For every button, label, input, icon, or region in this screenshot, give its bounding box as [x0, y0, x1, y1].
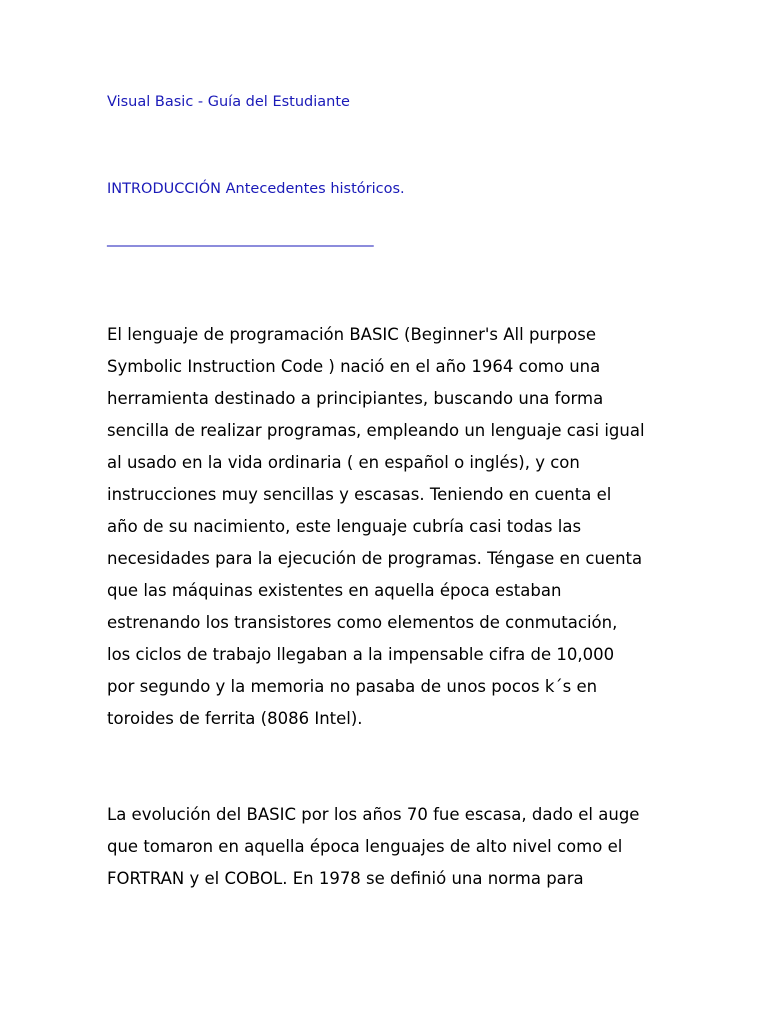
- paragraph-line: sencilla de realizar programas, empleando un lenguaje casi igual: [107, 421, 645, 440]
- paragraph-line: herramienta destinado a principiantes, buscando una forma: [107, 389, 604, 408]
- paragraph-line: por segundo y la memoria no pasaba de unos pocos k´s en: [107, 677, 598, 696]
- paragraph-line: toroides de ferrita (8086 Intel).: [107, 709, 363, 728]
- paragraph-line: que las máquinas existentes en aquella época estaban: [107, 581, 562, 600]
- document-title: Visual Basic - Guía del Estudiante: [107, 94, 350, 110]
- paragraph-line: La evolución del BASIC por los años 70 fue escasa, dado el auge: [107, 805, 640, 824]
- paragraph-line: Symbolic Instruction Code ) nació en el año 1964 como una: [107, 357, 601, 376]
- paragraph-line: FORTRAN y el COBOL. En 1978 se definió una norma para: [107, 869, 584, 888]
- paragraph-line: necesidades para la ejecución de programas. Téngase en cuenta: [107, 549, 643, 568]
- separator-line: ________________________________________: [107, 231, 374, 247]
- paragraph-2: [107, 799, 667, 895]
- section-heading: INTRODUCCIÓN Antecedentes históricos.: [107, 181, 405, 197]
- paragraph-line: al usado en la vida ordinaria ( en español o inglés), y con: [107, 453, 580, 472]
- paragraph-line: El lenguaje de programación BASIC (Beginner's All purpose: [107, 325, 596, 344]
- paragraph-line: año de su nacimiento, este lenguaje cubría casi todas las: [107, 517, 582, 536]
- paragraph-line: que tomaron en aquella época lenguajes de alto nivel como el: [107, 837, 623, 856]
- paragraph-line: los ciclos de trabajo llegaban a la impensable cifra de 10,000: [107, 645, 615, 664]
- paragraph-1: [107, 319, 667, 735]
- paragraph-line: estrenando los transistores como elementos de conmutación,: [107, 613, 618, 632]
- paragraph-line: instrucciones muy sencillas y escasas. Teniendo en cuenta el: [107, 485, 612, 504]
